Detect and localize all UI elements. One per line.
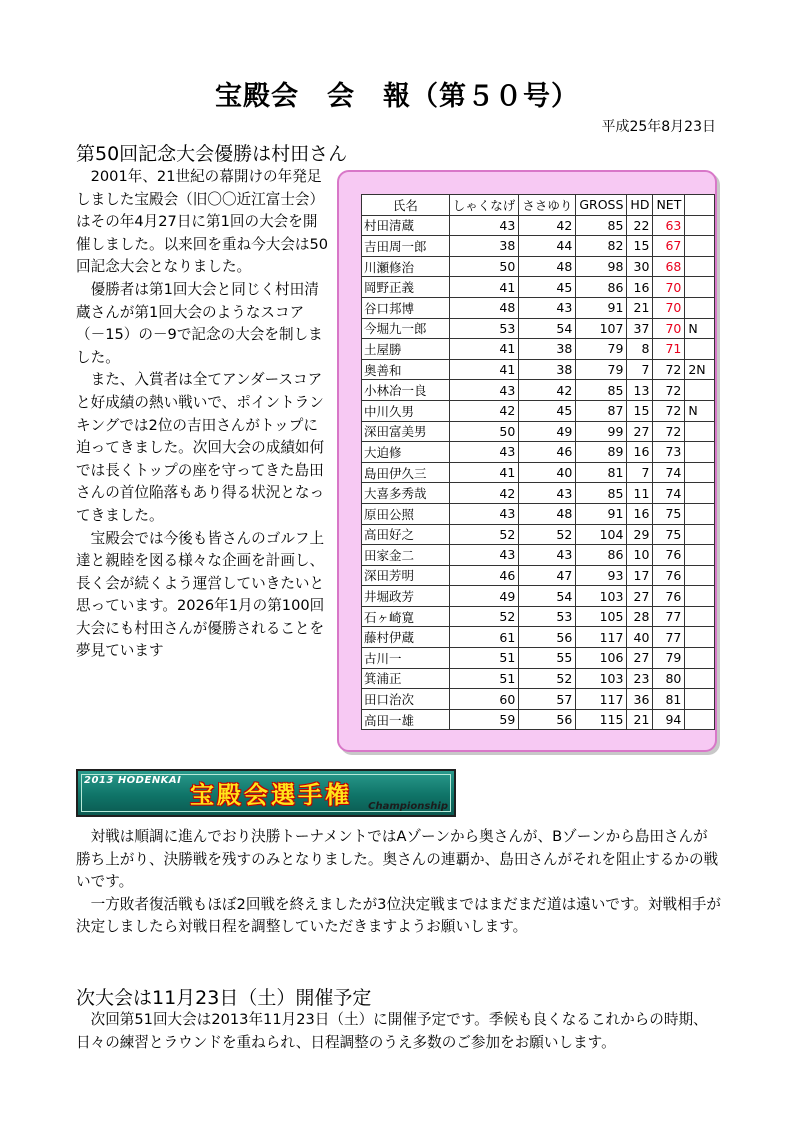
header-name: 氏名 [362, 195, 450, 216]
note-cell [685, 586, 715, 607]
player-name-cell: 深田芳明 [362, 565, 450, 586]
player-name-cell: 大喜多秀哉 [362, 483, 450, 504]
shakunage-score-cell: 41 [449, 359, 519, 380]
net-score-cell: 80 [653, 668, 685, 689]
net-score-cell: 76 [653, 545, 685, 566]
article-paragraph: また、入賞者は全てアンダースコアと好成績の熱い戦いで、ポイントランキングでは2位の吉田さんがトップに迫ってきました。次回大会の成績如何では長くトップの座を守ってきた島田さんの首位陥落もあり得る状況となってきました。 [76, 371, 325, 524]
result-row [362, 565, 715, 586]
net-score-cell: 74 [653, 462, 685, 483]
net-score-cell: 70 [653, 318, 685, 339]
note-cell: N [685, 400, 715, 421]
note-cell [685, 277, 715, 298]
championship-paragraph: 対戦は順調に進んでおり決勝トーナメントではAゾーンから奥さんが、Bゾーンから島田さんが勝ち上がり、決勝戦を残すのみとなりました。奥さんの連覇か、島田さんがそれを阻止するかの戦いです。 [76, 828, 719, 891]
shakunage-score-cell: 42 [449, 483, 519, 504]
note-cell [685, 503, 715, 524]
net-score-cell: 73 [653, 442, 685, 463]
result-row [362, 442, 715, 463]
note-cell: N [685, 318, 715, 339]
shakunage-score-cell: 50 [449, 421, 519, 442]
shakunage-score-cell: 50 [449, 256, 519, 277]
note-cell: 2N [685, 359, 715, 380]
next-event-heading: 次大会は11月23日（土）開催予定 [76, 987, 372, 1009]
note-cell [685, 462, 715, 483]
gross-score-cell: 98 [576, 256, 627, 277]
result-row [362, 462, 715, 483]
handicap-cell: 27 [627, 421, 653, 442]
shakunage-score-cell: 41 [449, 339, 519, 360]
article-paragraph: 2001年、21世紀の幕開けの年発足しました宝殿会（旧〇〇近江富士会）はその年4月27日に第1回の大会を開催しました。以来回を重ね今大会は50回記念大会となりました。 [76, 168, 329, 276]
gross-score-cell: 82 [576, 236, 627, 257]
net-score-cell: 70 [653, 277, 685, 298]
sasayuri-score-cell: 38 [519, 339, 576, 360]
handicap-cell: 11 [627, 483, 653, 504]
result-row [362, 483, 715, 504]
shakunage-score-cell: 41 [449, 462, 519, 483]
shakunage-score-cell: 60 [449, 689, 519, 710]
result-row [362, 215, 715, 236]
result-row [362, 524, 715, 545]
note-cell [685, 442, 715, 463]
gross-score-cell: 117 [576, 627, 627, 648]
sasayuri-score-cell: 43 [519, 545, 576, 566]
gross-score-cell: 103 [576, 668, 627, 689]
player-name-cell: 大迫修 [362, 442, 450, 463]
header-note [685, 195, 715, 216]
gross-score-cell: 117 [576, 689, 627, 710]
net-score-cell: 94 [653, 709, 685, 730]
shakunage-score-cell: 48 [449, 297, 519, 318]
net-score-cell: 79 [653, 648, 685, 669]
player-name-cell: 井堀政芳 [362, 586, 450, 607]
player-name-cell: 深田富美男 [362, 421, 450, 442]
handicap-cell: 7 [627, 359, 653, 380]
next-event-body [76, 1009, 721, 1054]
handicap-cell: 23 [627, 668, 653, 689]
handicap-cell: 16 [627, 442, 653, 463]
sasayuri-score-cell: 44 [519, 236, 576, 257]
player-name-cell: 田家金二 [362, 545, 450, 566]
note-cell [685, 483, 715, 504]
net-score-cell: 75 [653, 524, 685, 545]
net-score-cell: 72 [653, 421, 685, 442]
sasayuri-score-cell: 42 [519, 215, 576, 236]
issue-date: 平成25年8月23日 [601, 119, 716, 135]
banner-subtitle: Championship [368, 801, 448, 812]
handicap-cell: 30 [627, 256, 653, 277]
sasayuri-score-cell: 57 [519, 689, 576, 710]
sasayuri-score-cell: 48 [519, 503, 576, 524]
sasayuri-score-cell: 52 [519, 524, 576, 545]
header-net: NET [653, 195, 685, 216]
player-name-cell: 島田伊久三 [362, 462, 450, 483]
banner-title: 宝殿会選手権 [190, 781, 352, 809]
article-paragraph: 優勝者は第1回大会と同じく村田清蔵さんが第1回大会のようなスコア（－15）の－9で記念の大会を制しました。 [76, 280, 323, 366]
championship-paragraph: 一方敗者復活戦もほぼ2回戦を終えましたが3位決定戦まではまだまだ道は遠いです。対戦相手が決定しましたら対戦日程を調整していただきますようお願いします。 [76, 895, 721, 936]
shakunage-score-cell: 49 [449, 586, 519, 607]
handicap-cell: 16 [627, 503, 653, 524]
result-row [362, 709, 715, 730]
net-score-cell: 72 [653, 359, 685, 380]
sasayuri-score-cell: 55 [519, 648, 576, 669]
note-cell [685, 215, 715, 236]
handicap-cell: 27 [627, 586, 653, 607]
handicap-cell: 10 [627, 545, 653, 566]
net-score-cell: 75 [653, 503, 685, 524]
gross-score-cell: 89 [576, 442, 627, 463]
result-row [362, 421, 715, 442]
net-score-cell: 76 [653, 565, 685, 586]
sasayuri-score-cell: 42 [519, 380, 576, 401]
net-score-cell: 67 [653, 236, 685, 257]
gross-score-cell: 85 [576, 215, 627, 236]
results-body [362, 215, 715, 730]
player-name-cell: 奥善和 [362, 359, 450, 380]
net-score-cell: 76 [653, 586, 685, 607]
handicap-cell: 13 [627, 380, 653, 401]
result-row [362, 339, 715, 360]
player-name-cell: 高田好之 [362, 524, 450, 545]
sasayuri-score-cell: 43 [519, 483, 576, 504]
newsletter-title: 宝殿会 会 報（第５０号） [215, 81, 579, 112]
net-score-cell: 71 [653, 339, 685, 360]
gross-score-cell: 107 [576, 318, 627, 339]
note-cell [685, 709, 715, 730]
shakunage-score-cell: 52 [449, 606, 519, 627]
gross-score-cell: 86 [576, 277, 627, 298]
player-name-cell: 谷口邦博 [362, 297, 450, 318]
gross-score-cell: 79 [576, 359, 627, 380]
sasayuri-score-cell: 45 [519, 400, 576, 421]
handicap-cell: 27 [627, 648, 653, 669]
gross-score-cell: 85 [576, 483, 627, 504]
net-score-cell: 77 [653, 606, 685, 627]
shakunage-score-cell: 53 [449, 318, 519, 339]
net-score-cell: 70 [653, 297, 685, 318]
net-score-cell: 77 [653, 627, 685, 648]
player-name-cell: 中川久男 [362, 400, 450, 421]
result-row [362, 627, 715, 648]
result-row [362, 236, 715, 257]
shakunage-score-cell: 51 [449, 668, 519, 689]
shakunage-score-cell: 52 [449, 524, 519, 545]
gross-score-cell: 106 [576, 648, 627, 669]
result-row [362, 648, 715, 669]
sasayuri-score-cell: 40 [519, 462, 576, 483]
gross-score-cell: 85 [576, 380, 627, 401]
note-cell [685, 565, 715, 586]
shakunage-score-cell: 43 [449, 503, 519, 524]
player-name-cell: 土屋勝 [362, 339, 450, 360]
net-score-cell: 72 [653, 380, 685, 401]
handicap-cell: 37 [627, 318, 653, 339]
sasayuri-score-cell: 49 [519, 421, 576, 442]
article-heading: 第50回記念大会優勝は村田さん [76, 143, 348, 165]
gross-score-cell: 79 [576, 339, 627, 360]
net-score-cell: 68 [653, 256, 685, 277]
result-row [362, 359, 715, 380]
gross-score-cell: 87 [576, 400, 627, 421]
handicap-cell: 16 [627, 277, 653, 298]
player-name-cell: 藤村伊蔵 [362, 627, 450, 648]
net-score-cell: 81 [653, 689, 685, 710]
shakunage-score-cell: 61 [449, 627, 519, 648]
sasayuri-score-cell: 52 [519, 668, 576, 689]
player-name-cell: 石ヶ崎寛 [362, 606, 450, 627]
player-name-cell: 今堀九一郎 [362, 318, 450, 339]
result-row [362, 668, 715, 689]
sasayuri-score-cell: 56 [519, 709, 576, 730]
sasayuri-score-cell: 56 [519, 627, 576, 648]
sasayuri-score-cell: 45 [519, 277, 576, 298]
sasayuri-score-cell: 43 [519, 297, 576, 318]
note-cell [685, 236, 715, 257]
shakunage-score-cell: 43 [449, 215, 519, 236]
handicap-cell: 17 [627, 565, 653, 586]
sasayuri-score-cell: 48 [519, 256, 576, 277]
gross-score-cell: 105 [576, 606, 627, 627]
result-row [362, 256, 715, 277]
handicap-cell: 28 [627, 606, 653, 627]
shakunage-score-cell: 38 [449, 236, 519, 257]
note-cell [685, 339, 715, 360]
note-cell [685, 606, 715, 627]
gross-score-cell: 104 [576, 524, 627, 545]
handicap-cell: 40 [627, 627, 653, 648]
next-event-paragraph: 次回第51回大会は2013年11月23日（土）に開催予定です。季候も良くなるこれからの時期、日々の練習とラウンドを重ねられ、日程調整のうえ多数のご参加をお願いします。 [76, 1011, 708, 1051]
header-sasayuri: ささゆり [519, 195, 576, 216]
player-name-cell: 川瀬修治 [362, 256, 450, 277]
shakunage-score-cell: 43 [449, 442, 519, 463]
handicap-cell: 15 [627, 236, 653, 257]
gross-score-cell: 99 [576, 421, 627, 442]
result-row [362, 380, 715, 401]
gross-score-cell: 115 [576, 709, 627, 730]
note-cell [685, 648, 715, 669]
player-name-cell: 吉田周一郎 [362, 236, 450, 257]
note-cell [685, 421, 715, 442]
results-panel [337, 170, 717, 752]
player-name-cell: 小林冶一良 [362, 380, 450, 401]
handicap-cell: 21 [627, 709, 653, 730]
note-cell [685, 524, 715, 545]
player-name-cell: 原田公照 [362, 503, 450, 524]
shakunage-score-cell: 41 [449, 277, 519, 298]
note-cell [685, 256, 715, 277]
result-row [362, 606, 715, 627]
result-row [362, 400, 715, 421]
results-header-row [362, 195, 715, 216]
gross-score-cell: 81 [576, 462, 627, 483]
championship-body [76, 826, 721, 939]
handicap-cell: 22 [627, 215, 653, 236]
sasayuri-score-cell: 46 [519, 442, 576, 463]
sasayuri-score-cell: 53 [519, 606, 576, 627]
gross-score-cell: 93 [576, 565, 627, 586]
note-cell [685, 297, 715, 318]
note-cell [685, 545, 715, 566]
banner-year-text: 2013 HODENKAI [84, 775, 182, 786]
handicap-cell: 21 [627, 297, 653, 318]
header-shakunage: しゃくなげ [449, 195, 519, 216]
note-cell [685, 668, 715, 689]
shakunage-score-cell: 46 [449, 565, 519, 586]
player-name-cell: 古川一 [362, 648, 450, 669]
gross-score-cell: 86 [576, 545, 627, 566]
note-cell [685, 627, 715, 648]
player-name-cell: 箕浦正 [362, 668, 450, 689]
championship-banner [76, 769, 456, 817]
result-row [362, 586, 715, 607]
shakunage-score-cell: 42 [449, 400, 519, 421]
sasayuri-score-cell: 54 [519, 318, 576, 339]
shakunage-score-cell: 51 [449, 648, 519, 669]
article-paragraph: 宝殿会では今後も皆さんのゴルフ上達と親睦を図る様々な企画を計画し、長く会が続くよう運営していきたいと思っています。2026年1月の第100回大会にも村田さんが優勝されることを夢見ています [76, 529, 325, 660]
player-name-cell: 岡野正義 [362, 277, 450, 298]
handicap-cell: 36 [627, 689, 653, 710]
handicap-cell: 15 [627, 400, 653, 421]
sasayuri-score-cell: 54 [519, 586, 576, 607]
note-cell [685, 380, 715, 401]
shakunage-score-cell: 59 [449, 709, 519, 730]
results-table [361, 194, 715, 730]
player-name-cell: 高田一雄 [362, 709, 450, 730]
gross-score-cell: 91 [576, 297, 627, 318]
note-cell [685, 689, 715, 710]
gross-score-cell: 91 [576, 503, 627, 524]
result-row [362, 503, 715, 524]
sasayuri-score-cell: 38 [519, 359, 576, 380]
handicap-cell: 8 [627, 339, 653, 360]
result-row [362, 297, 715, 318]
shakunage-score-cell: 43 [449, 380, 519, 401]
net-score-cell: 63 [653, 215, 685, 236]
shakunage-score-cell: 43 [449, 545, 519, 566]
net-score-cell: 72 [653, 400, 685, 421]
article-body [76, 166, 329, 663]
player-name-cell: 田口治次 [362, 689, 450, 710]
header-hd: HD [627, 195, 653, 216]
result-row [362, 318, 715, 339]
net-score-cell: 74 [653, 483, 685, 504]
result-row [362, 545, 715, 566]
sasayuri-score-cell: 47 [519, 565, 576, 586]
player-name-cell: 村田清蔵 [362, 215, 450, 236]
handicap-cell: 7 [627, 462, 653, 483]
result-row [362, 689, 715, 710]
header-gross: GROSS [576, 195, 627, 216]
gross-score-cell: 103 [576, 586, 627, 607]
result-row [362, 277, 715, 298]
handicap-cell: 29 [627, 524, 653, 545]
